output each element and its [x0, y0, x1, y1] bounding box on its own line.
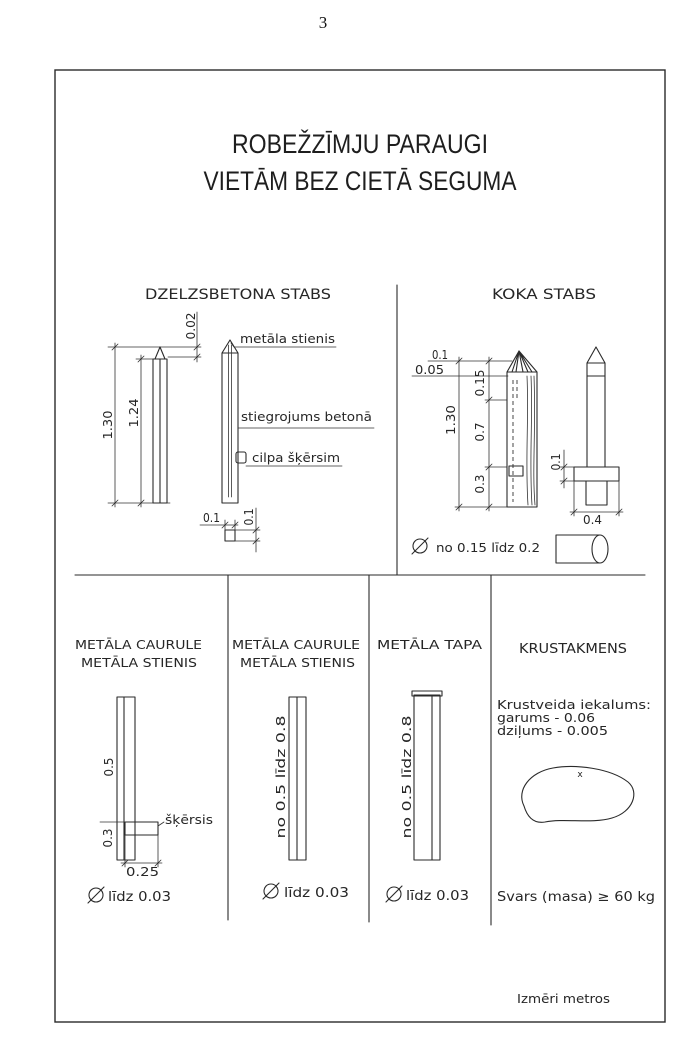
crossbar-length: 0.25	[126, 865, 159, 879]
pin-diameter-note: līdz 0.03	[406, 889, 469, 904]
pipe2-outline	[289, 697, 306, 860]
loop-label: cilpa šķērsim	[252, 451, 340, 465]
wooden-post-front-outline	[507, 351, 537, 507]
pin-outline	[412, 691, 442, 860]
log-end	[592, 535, 608, 563]
pipe1-height-above: 0.5	[102, 757, 116, 777]
reinforced-concrete-post-panel	[101, 287, 374, 552]
crossbar-height-dimension: 0.1	[549, 451, 563, 471]
concrete-post-front-dimension-lines	[108, 312, 201, 507]
pipe2-heading-line1: METĀLA CAURULE	[232, 638, 360, 652]
wooden-post-hidden-lines	[513, 380, 517, 502]
pipe2-diameter-note: līdz 0.03	[284, 886, 349, 901]
pipe1-heading-line1: METĀLA CAURULE	[75, 638, 202, 652]
carving-depth: dziļums - 0.005	[497, 724, 608, 738]
metal-pipe-with-crossbar-panel	[75, 638, 213, 905]
wooden-post-panel	[412, 287, 623, 563]
wooden-bottom-dimension: 0.3	[473, 474, 487, 494]
concrete-post-front-outline	[153, 347, 167, 503]
concrete-post-heading: DZELZSBETONA STABS	[145, 287, 332, 303]
cross-section-height: 0.1	[242, 506, 256, 526]
wooden-post-side-outline	[574, 347, 619, 505]
pipe2-heading-line2: METĀLA STIENIS	[240, 656, 355, 670]
wooden-post-heading: KOKA STABS	[492, 287, 597, 303]
wooden-post-dimension-lines	[412, 357, 512, 511]
crossbar-width-dimension: 0.4	[583, 513, 602, 527]
pipe1-outline	[117, 697, 158, 860]
diameter-icon	[88, 887, 104, 903]
page-title-line2: VIETĀM BEZ CIETĀ SEGUMA	[203, 166, 517, 196]
carving-length: garums - 0.06	[497, 711, 595, 725]
post-cross-section	[225, 530, 235, 541]
pipe2-height: no 0.5 līdz 0.8	[274, 753, 288, 839]
diameter-icon	[412, 538, 428, 554]
wooden-top-dimension: 0.15	[473, 369, 487, 397]
log-cylinder	[556, 535, 600, 563]
wooden-total-height: 1.30	[444, 408, 458, 435]
cross-section-width: 0.1	[203, 511, 220, 525]
page-frame	[55, 70, 665, 1022]
pin-height: no 0.5 līdz 0.8	[400, 753, 414, 839]
metal-rod-label: metāla stienis	[240, 332, 335, 346]
rod-tip-dimension: 0.02	[184, 312, 198, 340]
wooden-middle-dimension: 0.7	[473, 422, 487, 442]
wood-grain	[527, 376, 535, 505]
pipe1-heading-line2: METĀLA STIENIS	[81, 656, 197, 670]
wooden-tip-dimension: 0.1	[432, 348, 448, 362]
label-leader-lines	[231, 343, 374, 466]
metal-pin-panel	[377, 638, 483, 904]
pin-heading: METĀLA TAPA	[377, 638, 484, 652]
concrete-post-side-outline	[222, 340, 238, 503]
metal-rod	[229, 345, 232, 497]
crossbar-dimension-lines	[560, 450, 623, 516]
carving-title: Krustveida iekalums:	[497, 698, 651, 712]
page-title-line1: ROBEŽZĪMJU PARAUGI	[232, 129, 532, 159]
concrete-post-concrete-height: 1.24	[127, 400, 141, 428]
rebar-label: stiegrojums betonā	[241, 410, 372, 424]
crossbar-slot	[509, 466, 523, 476]
cross-stone-heading: KRUSTAKMENS	[519, 642, 627, 657]
pipe1-diameter-note: līdz 0.03	[108, 890, 171, 905]
diameter-icon	[263, 883, 279, 899]
cross-stone-panel	[497, 642, 655, 905]
pipe1-depth-below: 0.3	[101, 828, 115, 848]
page-number: 3	[318, 13, 328, 32]
wooden-diameter-note: no 0.15 līdz 0.2	[436, 541, 540, 555]
concrete-post-total-height: 1.30	[101, 412, 115, 440]
stone-weight-note: Svars (masa) ≥ 60 kg	[497, 890, 655, 905]
wooden-tip-offset-dimension: 0.05	[415, 363, 444, 377]
units-note: Izmēri metros	[517, 992, 610, 1006]
cross-mark: x	[577, 770, 583, 780]
metal-pipe-panel	[232, 638, 360, 901]
diameter-icon	[386, 886, 402, 902]
crossbar-label: šķērsis	[165, 813, 213, 827]
